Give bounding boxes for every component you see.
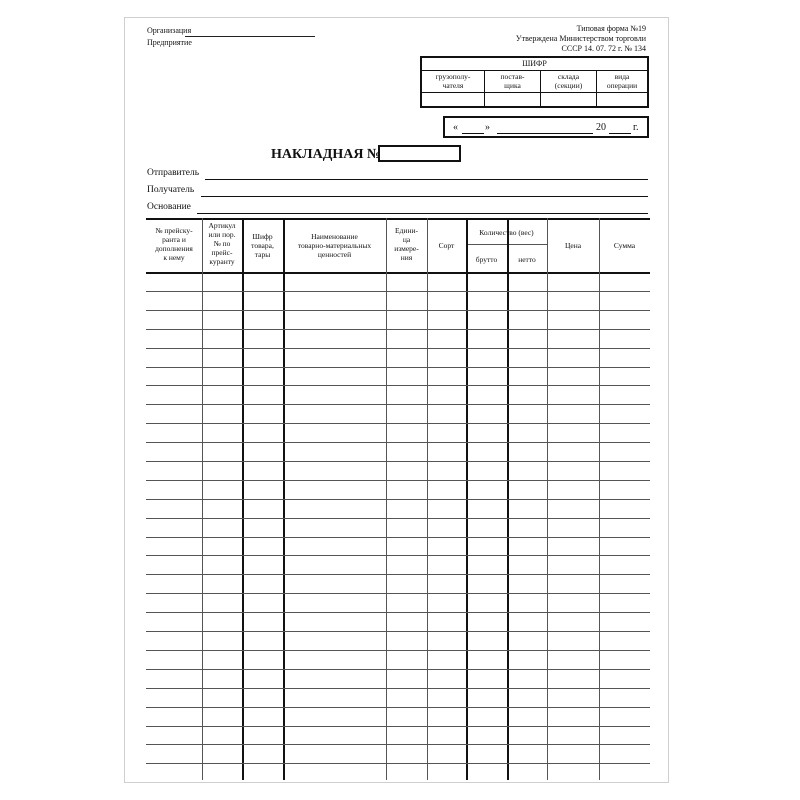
- basis-label: Основание: [147, 202, 191, 212]
- form-line-1: Типовая форма №19: [576, 24, 646, 33]
- date-year-suffix: г.: [633, 122, 639, 133]
- document-title: НАКЛАДНАЯ №: [271, 147, 382, 162]
- org-line[interactable]: [185, 36, 315, 37]
- goods-table: [146, 218, 650, 780]
- header-price: Цена: [564, 241, 582, 250]
- table-row[interactable]: [146, 612, 650, 613]
- shifr-cell-warehouse[interactable]: [596, 92, 597, 106]
- date-month-field[interactable]: [497, 133, 593, 134]
- shifr-title: ШИФР: [422, 58, 647, 71]
- header-grade: Сорт: [438, 241, 455, 250]
- shifr-col-supplier: постав- щика: [485, 70, 541, 92]
- table-row[interactable]: [146, 310, 650, 311]
- table-row[interactable]: [146, 404, 650, 405]
- table-row[interactable]: [146, 555, 650, 556]
- recipient-label: Получатель: [147, 185, 195, 195]
- date-year-prefix: 20: [596, 122, 606, 133]
- header-pricelist: № прейску- ранта и дополнения к нему: [155, 226, 193, 262]
- shifr-cell-recipient[interactable]: [484, 92, 485, 106]
- table-row[interactable]: [146, 726, 650, 727]
- form-sheet: [124, 17, 669, 783]
- shifr-box: [420, 56, 649, 108]
- shifr-col-recipient: грузополу- чателя: [422, 70, 485, 92]
- form-line-3: СССР 14. 07. 72 г. № 134: [561, 44, 646, 53]
- table-row[interactable]: [146, 688, 650, 689]
- header-code: Шифр товара, тары: [251, 232, 274, 259]
- enterprise-label: Предприятие: [147, 38, 192, 47]
- header-unit: Едини- ца измере- ния: [394, 226, 419, 262]
- document-number-field[interactable]: [378, 145, 461, 162]
- recipient-field[interactable]: [201, 196, 648, 197]
- shifr-col-operation: вида операции: [606, 72, 638, 90]
- sender-field[interactable]: [205, 179, 648, 180]
- table-row[interactable]: [146, 461, 650, 462]
- table-row[interactable]: [146, 518, 650, 519]
- header-name: Наименование товарно-материальных ценностей: [297, 232, 372, 259]
- table-row[interactable]: [146, 442, 650, 443]
- table-row[interactable]: [146, 593, 650, 594]
- table-row[interactable]: [146, 707, 650, 708]
- date-year-field[interactable]: [609, 133, 631, 134]
- shifr-cell-supplier[interactable]: [540, 92, 541, 106]
- header-article: Артикул или пор. № по прейс- куранту: [208, 221, 236, 266]
- basis-field[interactable]: [197, 213, 648, 214]
- table-row[interactable]: [146, 367, 650, 368]
- table-row[interactable]: [146, 499, 650, 500]
- shifr-col-warehouse: склада (секции): [541, 70, 597, 92]
- form-info: [516, 24, 646, 54]
- table-row[interactable]: [146, 329, 650, 330]
- table-row[interactable]: [146, 669, 650, 670]
- table-row[interactable]: [146, 348, 650, 349]
- header-quantity: Количество (вес): [479, 228, 534, 237]
- table-row[interactable]: [146, 537, 650, 538]
- table-row[interactable]: [146, 385, 650, 386]
- date-box: [443, 116, 649, 138]
- table-row[interactable]: [146, 744, 650, 745]
- table-row[interactable]: [146, 574, 650, 575]
- date-open-quote: «: [453, 122, 458, 133]
- org-label: Организация: [147, 26, 192, 35]
- header-gross: брутто: [475, 255, 498, 264]
- sender-label: Отправитель: [147, 168, 200, 178]
- form-line-2: Утверждена Министерством торговли: [515, 34, 646, 43]
- header-sum: Сумма: [613, 241, 636, 250]
- header-net: нетто: [518, 255, 536, 264]
- table-row[interactable]: [146, 763, 650, 764]
- date-day-field[interactable]: [462, 133, 484, 134]
- table-row[interactable]: [146, 291, 650, 292]
- table-row[interactable]: [146, 631, 650, 632]
- table-row[interactable]: [146, 650, 650, 651]
- table-row[interactable]: [146, 480, 650, 481]
- date-close-quote: »: [485, 122, 490, 133]
- table-row[interactable]: [146, 423, 650, 424]
